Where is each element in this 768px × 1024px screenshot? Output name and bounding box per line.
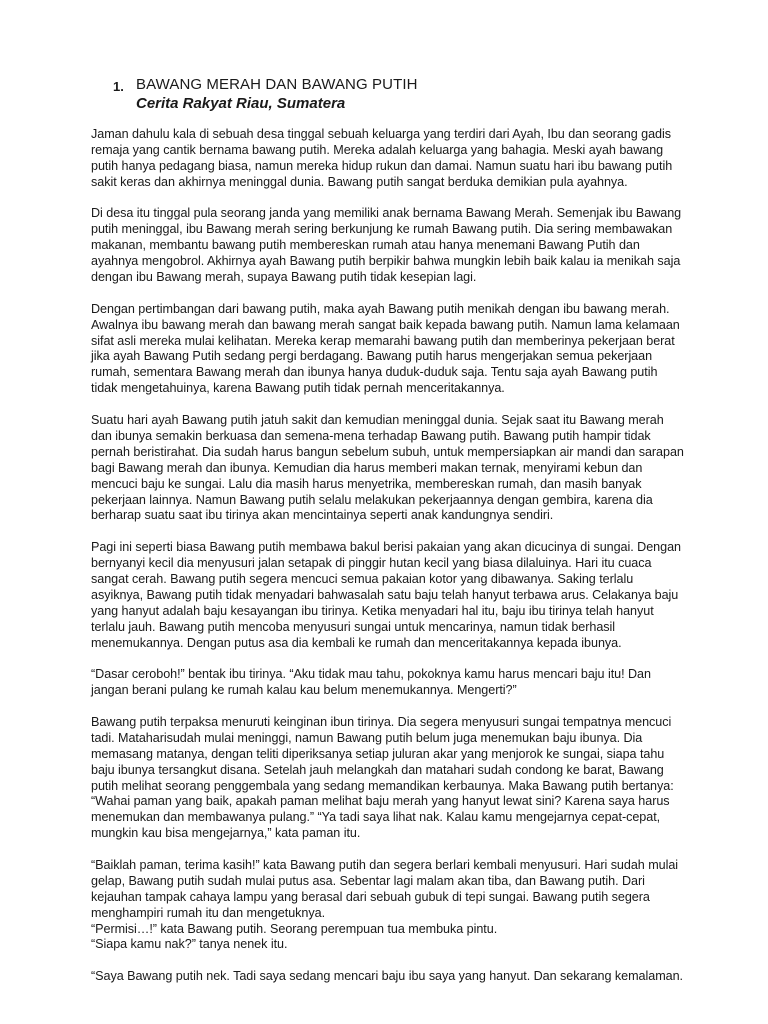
- story-paragraph-1: Jaman dahulu kala di sebuah desa tinggal sebuah keluarga yang terdiri dari Ayah, Ibu dan seorang gadis remaja yang cantik bernama bawang putih. Mereka adalah keluarga yang bahagia. Meski ayah bawang putih hanya pedagang biasa, namun mereka hidup rukun dan damai. Namun suatu hari ibu bawang putih sakit keras dan akhirnya meninggal dunia. Bawang putih sangat berduka demikian pula ayahnya.: [91, 127, 673, 189]
- story-paragraph-8: “Baiklah paman, terima kasih!” kata Bawang putih dan segera berlari kembali menyusuri. Hari sudah mulai gelap, Bawang putih sudah mulai putus asa. Sebentar lagi malam akan tiba, dan Bawang putih. Dari kejauhan tampak cahaya lampu yang berasal dari sebuah gubuk di tepi sungai. Bawang putih segera menghampiri rumah itu dan mengetuknya. “Permisi…!” kata Bawang putih. Seorang perempuan tua membuka pintu. “Siapa kamu nak?” tanya nenek itu.: [91, 857, 679, 952]
- story-paragraph-6: “Dasar ceroboh!” bentak ibu tirinya. “Aku tidak mau tahu, pokoknya kamu harus mencari baju itu! Dan jangan berani pulang ke rumah kalau kau belum menemukannya. Mengerti?”: [91, 667, 651, 698]
- story-paragraph-3: Dengan pertimbangan dari bawang putih, maka ayah Bawang putih menikah dengan ibu bawang merah. Awalnya ibu bawang merah dan bawang merah sangat baik kepada bawang putih. Namun lama kelamaan sifat asli mereka mulai kelihatan. Mereka kerap memarahi bawang putih dan memberinya pekerjaan berat jika ayah Bawang Putih sedang pergi berdagang. Bawang putih harus mengerjakan semua pekerjaan rumah, sementara Bawang merah dan ibunya hanya duduk-duduk saja. Tentu saja ayah Bawang putih tidak mengetahuinya, karena Bawang putih tidak pernah menceritakannya.: [91, 301, 680, 396]
- story-paragraph-4: Suatu hari ayah Bawang putih jatuh sakit dan kemudian meninggal dunia. Sejak saat itu Bawang merah dan ibunya semakin berkuasa dan semena-mena terhadap Bawang putih. Bawang putih hampir tidak pernah beristirahat. Dia sudah harus bangun sebelum subuh, untuk mempersiapkan air mandi dan sarapan bagi Bawang merah dan ibunya. Kemudian dia harus memberi makan ternak, menyirami kebun dan mencuci baju ke sungai. Lalu dia masih harus menyetrika, membereskan rumah, dan masih banyak pekerjaan lainnya. Namun Bawang putih selalu melakukan pekerjaannya dengan gembira, karena dia berharap suatu saat ibu tirinya akan mencintainya seperti anak kandungnya sendiri.: [91, 412, 684, 523]
- story-title: BAWANG MERAH DAN BAWANG PUTIH: [136, 76, 418, 93]
- story-subtitle: Cerita Rakyat Riau, Sumatera: [136, 95, 346, 112]
- story-paragraph-9: “Saya Bawang putih nek. Tadi saya sedang mencari baju ibu saya yang hanyut. Dan sekarang kemalaman.: [91, 969, 683, 984]
- story-paragraph-5: Pagi ini seperti biasa Bawang putih membawa bakul berisi pakaian yang akan dicucinya di sungai. Dengan bernyanyi kecil dia menyusuri jalan setapak di pinggir hutan kecil yang biasa dilaluinya. Hari itu cuaca sangat cerah. Bawang putih segera mencuci semua pakaian kotor yang dibawanya. Saking terlalu asyiknya, Bawang putih tidak menyadari bahwasalah satu baju telah hanyut terbawa arus. Celakanya baju yang hanyut adalah baju kesayangan ibu tirinya. Ketika menyadari hal itu, baju ibu tirinya telah hanyut terlalu jauh. Bawang putih mencoba menyusuri sungai untuk mencarinya, namun tidak berhasil menemukannya. Dengan putus asa dia kembali ke rumah dan menceritakannya kepada ibunya.: [91, 540, 681, 650]
- story-paragraph-7: Bawang putih terpaksa menuruti keinginan ibun tirinya. Dia segera menyusuri sungai tempatnya mencuci tadi. Mataharisudah mulai meninggi, namun Bawang putih belum juga menemukan baju ibunya. Dia memasang matanya, dengan teliti diperiksanya setiap juluran akar yang menjorok ke sungai, siapa tahu baju ibunya tersangkut disana. Setelah jauh melangkah dan matahari sudah condong ke barat, Bawang putih melihat seorang penggembala yang sedang memandikan kerbaunya. Maka Bawang putih bertanya: “Wahai paman yang baik, apakah paman melihat baju merah yang hanyut lewat sini? Karena saya harus menemukan dan membawanya pulang.” “Ya tadi saya lihat nak. Kalau kamu mengejarnya cepat-cepat, mungkin kau bisa mengejarnya,” kata paman itu.: [91, 714, 674, 841]
- story-paragraph-2: Di desa itu tinggal pula seorang janda yang memiliki anak bernama Bawang Merah. Semenjak ibu Bawang putih meninggal, ibu Bawang merah sering berkunjung ke rumah Bawang putih. Dia sering membawakan makanan, membantu bawang putih membereskan rumah atau hanya menemani Bawang Putih dan ayahnya mengobrol. Akhirnya ayah Bawang putih berpikir bahwa mungkin lebih baik kalau ia menikah saja dengan ibu Bawang merah, supaya Bawang putih tidak kesepian lagi.: [91, 206, 682, 285]
- heading-number: 1.: [113, 79, 124, 94]
- story-heading: [91, 76, 684, 113]
